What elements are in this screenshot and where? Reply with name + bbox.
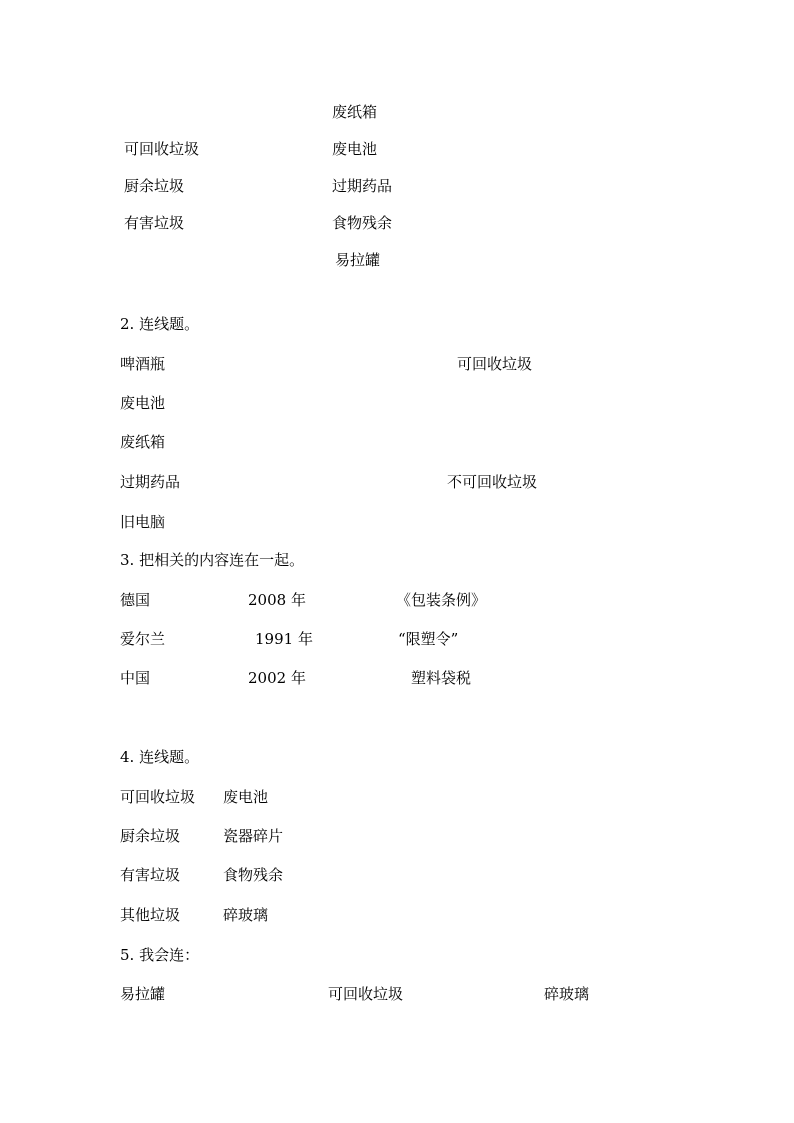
section-2-title: 2. 连线题。 <box>120 315 200 333</box>
policy-plastic-restriction: “限塑令” <box>398 630 459 648</box>
year-2002: 2002 年 <box>248 669 306 687</box>
item-pop-can: 易拉罐 <box>335 251 381 269</box>
year-2008: 2008 年 <box>248 591 306 609</box>
category-other-waste: 其他垃圾 <box>120 906 181 924</box>
section-4-title: 4. 连线题。 <box>120 748 200 766</box>
item-waste-battery: 废电池 <box>223 788 269 806</box>
item-waste-battery: 废电池 <box>332 140 378 158</box>
category-hazardous: 有害垃圾 <box>120 866 181 884</box>
country-ireland: 爱尔兰 <box>120 630 166 648</box>
item-broken-glass: 碎玻璃 <box>223 906 269 924</box>
item-porcelain-shards: 瓷器碎片 <box>223 827 284 845</box>
country-china: 中国 <box>120 669 151 687</box>
year-1991: 1991 年 <box>255 630 313 648</box>
item-broken-glass: 碎玻璃 <box>544 985 590 1003</box>
item-waste-cardboard: 废纸箱 <box>120 433 166 451</box>
category-recyclable: 可回收垃圾 <box>124 140 200 158</box>
item-waste-cardboard: 废纸箱 <box>332 103 378 121</box>
category-hazardous: 有害垃圾 <box>124 214 185 232</box>
category-recyclable: 可回收垃圾 <box>328 985 404 1003</box>
item-waste-battery: 废电池 <box>120 394 166 412</box>
item-pop-can: 易拉罐 <box>120 985 166 1003</box>
policy-packaging-ordinance: 《包装条例》 <box>396 591 487 609</box>
item-food-leftovers: 食物残余 <box>332 214 393 232</box>
item-expired-medicine: 过期药品 <box>120 473 181 491</box>
section-3-title: 3. 把相关的内容连在一起。 <box>120 551 305 569</box>
item-food-leftovers: 食物残余 <box>223 866 284 884</box>
item-old-computer: 旧电脑 <box>120 513 166 531</box>
country-germany: 德国 <box>120 591 151 609</box>
item-beer-bottle: 啤酒瓶 <box>120 355 166 373</box>
item-expired-medicine: 过期药品 <box>332 177 393 195</box>
category-recyclable: 可回收垃圾 <box>457 355 533 373</box>
category-non-recyclable: 不可回收垃圾 <box>447 473 538 491</box>
policy-plastic-bag-tax: 塑料袋税 <box>411 669 472 687</box>
section-5-title: 5. 我会连： <box>120 946 200 964</box>
category-recyclable: 可回收垃圾 <box>120 788 196 806</box>
category-kitchen-waste: 厨余垃圾 <box>120 827 181 845</box>
category-kitchen-waste: 厨余垃圾 <box>124 177 185 195</box>
